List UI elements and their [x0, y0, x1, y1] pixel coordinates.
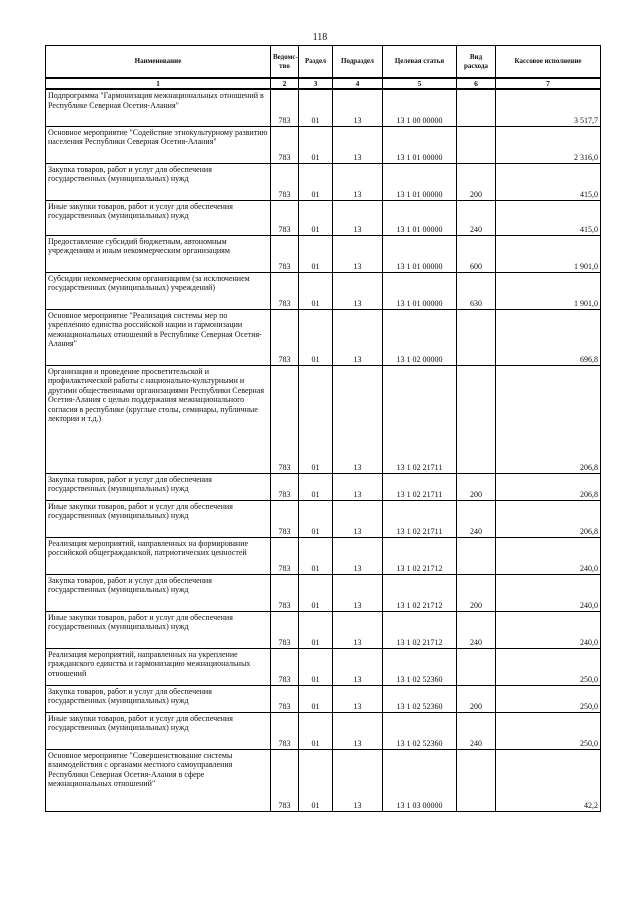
row-name-cell: Подпрограмма "Гармонизация межнациональных отношений в Республике Северная Осетия-Алания"	[46, 89, 271, 126]
col-header-amount: Кассовое исполнение	[496, 46, 601, 79]
table-row	[46, 126, 601, 163]
row-subsection-cell: 13	[333, 365, 383, 473]
row-subsection-cell: 13	[333, 611, 383, 648]
row-amount-cell: 206,8	[496, 500, 601, 537]
row-name-cell: Субсидии некоммерческим организациям (за исключением государственных (муниципальных) учреждений)	[46, 272, 271, 309]
row-target-cell: 13 1 01 00000	[383, 235, 457, 272]
row-name-cell: Закупка товаров, работ и услуг для обеспечения государственных (муниципальных) нужд	[46, 574, 271, 611]
row-amount-cell: 240,0	[496, 611, 601, 648]
row-name-cell: Предоставление субсидий бюджетным, автономным учреждениям и иным некоммерческим организациям	[46, 235, 271, 272]
budget-table	[45, 45, 601, 812]
row-expense-type-cell: 240	[457, 712, 496, 749]
row-section-cell: 01	[299, 89, 333, 126]
row-target-cell: 13 1 02 00000	[383, 309, 457, 365]
row-dept-cell: 783	[271, 574, 299, 611]
row-target-cell: 13 1 02 52360	[383, 712, 457, 749]
col-header-subsection: Подраздел	[333, 46, 383, 79]
col-header-expense-type: Вид расхода	[457, 46, 496, 79]
table-row	[46, 749, 601, 811]
row-target-cell: 13 1 02 21712	[383, 537, 457, 574]
row-target-cell: 13 1 02 52360	[383, 648, 457, 685]
row-expense-type-cell: 240	[457, 611, 496, 648]
row-name-cell: Организация и проведение просветительской и профилактической работы с национально-культурными и другими общественными организациями Республики Северная Осетия-Алания с целью поддержания межнационального согласия в республике (круглые столы, семинары, публичные лектории и т.д.)	[46, 365, 271, 473]
table-row	[46, 574, 601, 611]
col-header-target: Целевая статья	[383, 46, 457, 79]
table-row	[46, 272, 601, 309]
row-dept-cell: 783	[271, 126, 299, 163]
col-number: 4	[333, 78, 383, 89]
row-amount-cell: 250,0	[496, 685, 601, 712]
row-expense-type-cell: 200	[457, 685, 496, 712]
row-subsection-cell: 13	[333, 648, 383, 685]
row-dept-cell: 783	[271, 163, 299, 200]
row-dept-cell: 783	[271, 365, 299, 473]
row-subsection-cell: 13	[333, 749, 383, 811]
row-expense-type-cell	[457, 89, 496, 126]
row-name-cell: Основное мероприятие "Содействие этнокультурному развитию населения Республики Северная Осетия-Алания"	[46, 126, 271, 163]
header-row	[46, 46, 601, 79]
table-row	[46, 235, 601, 272]
row-amount-cell: 206,8	[496, 473, 601, 500]
row-name-cell: Иные закупки товаров, работ и услуг для обеспечения государственных (муниципальных) нужд	[46, 712, 271, 749]
row-target-cell: 13 1 01 00000	[383, 126, 457, 163]
row-target-cell: 13 1 03 00000	[383, 749, 457, 811]
row-amount-cell: 2 316,0	[496, 126, 601, 163]
row-subsection-cell: 13	[333, 712, 383, 749]
row-section-cell: 01	[299, 163, 333, 200]
row-target-cell: 13 1 02 21712	[383, 574, 457, 611]
row-amount-cell: 1 901,0	[496, 235, 601, 272]
col-number: 3	[299, 78, 333, 89]
row-dept-cell: 783	[271, 500, 299, 537]
row-expense-type-cell: 200	[457, 574, 496, 611]
row-name-cell: Реализация мероприятий, направленных на укрепление гражданского единства и гармонизацию межнациональных отношений	[46, 648, 271, 685]
col-header-name: Наименование	[46, 46, 271, 79]
row-dept-cell: 783	[271, 749, 299, 811]
row-section-cell: 01	[299, 685, 333, 712]
page-number: 118	[312, 32, 328, 43]
row-section-cell: 01	[299, 648, 333, 685]
row-dept-cell: 783	[271, 611, 299, 648]
row-name-cell: Основное мероприятие "Совершенствование системы взаимодействия с органами местного самоуправления Республики Северная Осетия-Алания в сфере межнациональных отношений"	[46, 749, 271, 811]
row-dept-cell: 783	[271, 272, 299, 309]
table-row	[46, 163, 601, 200]
row-dept-cell: 783	[271, 712, 299, 749]
col-number: 5	[383, 78, 457, 89]
row-dept-cell: 783	[271, 200, 299, 235]
row-section-cell: 01	[299, 365, 333, 473]
table-row	[46, 685, 601, 712]
row-expense-type-cell: 240	[457, 500, 496, 537]
row-subsection-cell: 13	[333, 272, 383, 309]
col-number: 2	[271, 78, 299, 89]
row-dept-cell: 783	[271, 648, 299, 685]
row-subsection-cell: 13	[333, 235, 383, 272]
row-subsection-cell: 13	[333, 309, 383, 365]
table-row	[46, 365, 601, 473]
row-target-cell: 13 1 02 52360	[383, 685, 457, 712]
row-target-cell: 13 1 02 21711	[383, 473, 457, 500]
row-subsection-cell: 13	[333, 126, 383, 163]
row-dept-cell: 783	[271, 537, 299, 574]
row-expense-type-cell: 200	[457, 163, 496, 200]
row-dept-cell: 783	[271, 473, 299, 500]
row-subsection-cell: 13	[333, 574, 383, 611]
row-amount-cell: 206,8	[496, 365, 601, 473]
row-name-cell: Закупка товаров, работ и услуг для обеспечения государственных (муниципальных) нужд	[46, 163, 271, 200]
row-target-cell: 13 1 01 00000	[383, 200, 457, 235]
row-section-cell: 01	[299, 272, 333, 309]
row-name-cell: Закупка товаров, работ и услуг для обеспечения государственных (муниципальных) нужд	[46, 473, 271, 500]
table-row	[46, 648, 601, 685]
row-dept-cell: 783	[271, 309, 299, 365]
col-number: 7	[496, 78, 601, 89]
row-section-cell: 01	[299, 126, 333, 163]
row-expense-type-cell	[457, 365, 496, 473]
table-row	[46, 712, 601, 749]
row-amount-cell: 240,0	[496, 574, 601, 611]
row-amount-cell: 1 901,0	[496, 272, 601, 309]
col-number: 6	[457, 78, 496, 89]
row-amount-cell: 250,0	[496, 648, 601, 685]
row-expense-type-cell	[457, 749, 496, 811]
row-amount-cell: 415,0	[496, 200, 601, 235]
column-number-row	[46, 78, 601, 89]
row-dept-cell: 783	[271, 89, 299, 126]
row-expense-type-cell	[457, 309, 496, 365]
row-name-cell: Иные закупки товаров, работ и услуг для обеспечения государственных (муниципальных) нужд	[46, 611, 271, 648]
row-expense-type-cell	[457, 648, 496, 685]
row-amount-cell: 42,2	[496, 749, 601, 811]
row-section-cell: 01	[299, 235, 333, 272]
row-section-cell: 01	[299, 500, 333, 537]
row-amount-cell: 3 517,7	[496, 89, 601, 126]
col-header-section: Раздел	[299, 46, 333, 79]
row-subsection-cell: 13	[333, 89, 383, 126]
table-row	[46, 89, 601, 126]
row-subsection-cell: 13	[333, 200, 383, 235]
row-subsection-cell: 13	[333, 537, 383, 574]
table-row	[46, 537, 601, 574]
row-name-cell: Реализация мероприятий, направленных на формирование российской общегражданской, патриотических ценностей	[46, 537, 271, 574]
row-expense-type-cell: 630	[457, 272, 496, 309]
table-row	[46, 309, 601, 365]
row-amount-cell: 240,0	[496, 537, 601, 574]
row-section-cell: 01	[299, 473, 333, 500]
row-name-cell: Основное мероприятие "Реализация системы мер по укреплению единства российской нации и гармонизации межнациональных отношений в Республике Северная Осетия-Алания"	[46, 309, 271, 365]
row-target-cell: 13 1 01 00000	[383, 272, 457, 309]
row-expense-type-cell	[457, 537, 496, 574]
table-row	[46, 200, 601, 235]
row-target-cell: 13 1 02 21711	[383, 365, 457, 473]
row-section-cell: 01	[299, 712, 333, 749]
table-row	[46, 611, 601, 648]
row-expense-type-cell: 600	[457, 235, 496, 272]
row-section-cell: 01	[299, 537, 333, 574]
row-section-cell: 01	[299, 749, 333, 811]
table-row	[46, 500, 601, 537]
row-subsection-cell: 13	[333, 473, 383, 500]
row-target-cell: 13 1 00 00000	[383, 89, 457, 126]
row-target-cell: 13 1 02 21711	[383, 500, 457, 537]
row-target-cell: 13 1 02 21712	[383, 611, 457, 648]
row-amount-cell: 415,0	[496, 163, 601, 200]
row-expense-type-cell: 240	[457, 200, 496, 235]
row-expense-type-cell: 200	[457, 473, 496, 500]
row-name-cell: Иные закупки товаров, работ и услуг для обеспечения государственных (муниципальных) нужд	[46, 200, 271, 235]
col-number: 1	[46, 78, 271, 89]
row-expense-type-cell	[457, 126, 496, 163]
row-name-cell: Закупка товаров, работ и услуг для обеспечения государственных (муниципальных) нужд	[46, 685, 271, 712]
row-section-cell: 01	[299, 611, 333, 648]
row-dept-cell: 783	[271, 235, 299, 272]
row-subsection-cell: 13	[333, 163, 383, 200]
row-amount-cell: 696,8	[496, 309, 601, 365]
row-target-cell: 13 1 01 00000	[383, 163, 457, 200]
row-section-cell: 01	[299, 309, 333, 365]
row-subsection-cell: 13	[333, 685, 383, 712]
table-row	[46, 473, 601, 500]
row-section-cell: 01	[299, 200, 333, 235]
row-subsection-cell: 13	[333, 500, 383, 537]
row-amount-cell: 250,0	[496, 712, 601, 749]
col-header-dept: Ведомс-тво	[271, 46, 299, 79]
row-name-cell: Иные закупки товаров, работ и услуг для обеспечения государственных (муниципальных) нужд	[46, 500, 271, 537]
row-dept-cell: 783	[271, 685, 299, 712]
row-section-cell: 01	[299, 574, 333, 611]
